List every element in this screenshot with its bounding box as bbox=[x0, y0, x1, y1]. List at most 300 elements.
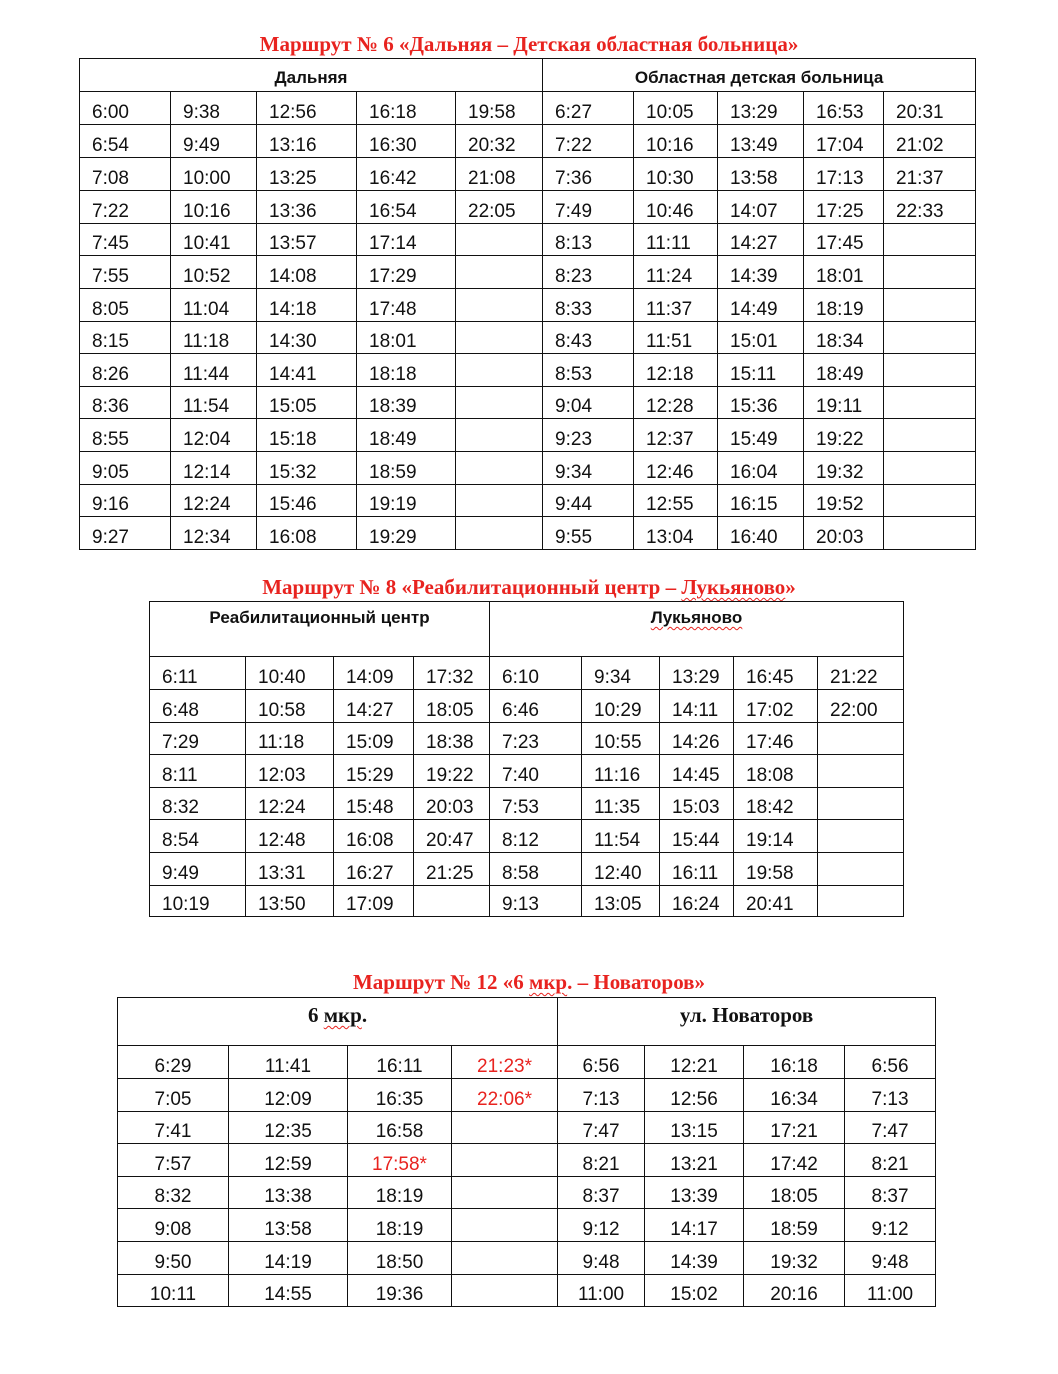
time-cell: 7:36 bbox=[543, 158, 634, 191]
time-cell: 9:49 bbox=[150, 853, 246, 886]
time-cell: 6:56 bbox=[845, 1046, 936, 1079]
time-cell: 9:48 bbox=[845, 1242, 936, 1275]
time-cell: 9:49 bbox=[171, 125, 257, 158]
time-cell: 7:08 bbox=[80, 158, 171, 191]
time-cell: 17:29 bbox=[357, 256, 456, 289]
time-cell: 10:41 bbox=[171, 224, 257, 256]
time-cell: 9:23 bbox=[543, 419, 634, 452]
time-cell: 13:31 bbox=[246, 853, 334, 886]
time-cell: 20:31 bbox=[884, 92, 976, 125]
table-row bbox=[118, 1209, 936, 1242]
route8-left-header: Реабилитационный центр bbox=[150, 602, 490, 657]
table-row bbox=[80, 158, 976, 191]
time-cell: 18:49 bbox=[804, 354, 884, 387]
time-cell: 19:19 bbox=[357, 485, 456, 517]
time-cell: 12:48 bbox=[246, 820, 334, 853]
time-cell: 9:27 bbox=[80, 517, 171, 550]
time-cell: 18:05 bbox=[744, 1177, 845, 1209]
time-cell: 16:08 bbox=[257, 517, 357, 550]
time-cell: 12:28 bbox=[634, 387, 718, 419]
time-cell: 15:46 bbox=[257, 485, 357, 517]
time-cell: 13:29 bbox=[718, 92, 804, 125]
time-cell: 10:19 bbox=[150, 886, 246, 917]
time-cell: 9:12 bbox=[845, 1209, 936, 1242]
time-cell: 9:05 bbox=[80, 452, 171, 485]
time-cell: 8:37 bbox=[845, 1177, 936, 1209]
route6-right-header: Областная детская больница bbox=[543, 59, 976, 92]
time-cell: 16:58 bbox=[348, 1112, 452, 1144]
time-cell: 14:09 bbox=[334, 657, 414, 690]
time-cell: 13:05 bbox=[582, 886, 660, 917]
time-cell: 11:18 bbox=[246, 723, 334, 755]
time-cell: 17:48 bbox=[357, 289, 456, 322]
time-cell bbox=[456, 322, 543, 354]
time-cell: 18:19 bbox=[804, 289, 884, 322]
table-row bbox=[118, 1177, 936, 1209]
time-cell: 13:25 bbox=[257, 158, 357, 191]
table-row bbox=[150, 886, 904, 917]
time-cell: 12:03 bbox=[246, 755, 334, 788]
time-cell bbox=[884, 452, 976, 485]
time-cell: 11:18 bbox=[171, 322, 257, 354]
time-cell: 17:45 bbox=[804, 224, 884, 256]
table-row bbox=[80, 224, 976, 256]
time-cell: 16:40 bbox=[718, 517, 804, 550]
time-cell: 18:39 bbox=[357, 387, 456, 419]
time-cell: 11:37 bbox=[634, 289, 718, 322]
table-row bbox=[80, 256, 976, 289]
time-cell: 12:46 bbox=[634, 452, 718, 485]
route6-table bbox=[79, 58, 976, 550]
time-cell: 13:21 bbox=[645, 1144, 744, 1177]
time-cell: 15:18 bbox=[257, 419, 357, 452]
table-row bbox=[80, 387, 976, 419]
time-cell: 18:34 bbox=[804, 322, 884, 354]
time-cell: 7:57 bbox=[118, 1144, 229, 1177]
time-cell: 16:15 bbox=[718, 485, 804, 517]
time-cell: 9:44 bbox=[543, 485, 634, 517]
table-row bbox=[118, 1112, 936, 1144]
time-cell: 13:57 bbox=[257, 224, 357, 256]
time-cell: 7:22 bbox=[543, 125, 634, 158]
time-cell: 21:02 bbox=[884, 125, 976, 158]
time-cell: 15:05 bbox=[257, 387, 357, 419]
time-cell: 19:22 bbox=[414, 755, 490, 788]
time-cell: 14:39 bbox=[718, 256, 804, 289]
time-cell: 13:58 bbox=[718, 158, 804, 191]
time-cell: 15:29 bbox=[334, 755, 414, 788]
time-cell: 11:24 bbox=[634, 256, 718, 289]
time-cell: 8:55 bbox=[80, 419, 171, 452]
time-cell: 18:05 bbox=[414, 690, 490, 723]
time-cell: 13:04 bbox=[634, 517, 718, 550]
time-cell: 14:30 bbox=[257, 322, 357, 354]
time-cell: 18:01 bbox=[357, 322, 456, 354]
time-cell bbox=[452, 1144, 558, 1177]
time-cell: 12:56 bbox=[645, 1079, 744, 1112]
time-cell: 18:01 bbox=[804, 256, 884, 289]
time-cell: 10:05 bbox=[634, 92, 718, 125]
time-cell: 14:27 bbox=[334, 690, 414, 723]
time-cell: 8:33 bbox=[543, 289, 634, 322]
table-row bbox=[80, 125, 976, 158]
time-cell: 16:30 bbox=[357, 125, 456, 158]
time-cell: 13:50 bbox=[246, 886, 334, 917]
time-cell: 8:32 bbox=[118, 1177, 229, 1209]
time-cell: 10:00 bbox=[171, 158, 257, 191]
time-cell: 15:48 bbox=[334, 788, 414, 820]
time-cell: 7:47 bbox=[558, 1112, 645, 1144]
time-cell: 21:23* bbox=[452, 1046, 558, 1079]
table-row bbox=[118, 1275, 936, 1307]
time-cell: 20:03 bbox=[804, 517, 884, 550]
time-cell: 8:58 bbox=[490, 853, 582, 886]
time-cell: 19:52 bbox=[804, 485, 884, 517]
time-cell: 14:41 bbox=[257, 354, 357, 387]
time-cell: 12:24 bbox=[246, 788, 334, 820]
time-cell: 19:22 bbox=[804, 419, 884, 452]
time-cell bbox=[452, 1209, 558, 1242]
time-cell: 12:59 bbox=[229, 1144, 348, 1177]
time-cell bbox=[818, 820, 904, 853]
time-cell: 18:59 bbox=[357, 452, 456, 485]
table-row bbox=[150, 820, 904, 853]
time-cell: 12:21 bbox=[645, 1046, 744, 1079]
time-cell: 15:09 bbox=[334, 723, 414, 755]
time-cell: 20:16 bbox=[744, 1275, 845, 1307]
time-cell: 8:37 bbox=[558, 1177, 645, 1209]
time-cell: 18:19 bbox=[348, 1209, 452, 1242]
time-cell: 15:44 bbox=[660, 820, 734, 853]
time-cell bbox=[452, 1177, 558, 1209]
time-cell: 20:41 bbox=[734, 886, 818, 917]
time-cell: 15:01 bbox=[718, 322, 804, 354]
time-cell: 11:54 bbox=[582, 820, 660, 853]
time-cell: 21:22 bbox=[818, 657, 904, 690]
time-cell: 12:34 bbox=[171, 517, 257, 550]
time-cell: 14:39 bbox=[645, 1242, 744, 1275]
time-cell: 12:37 bbox=[634, 419, 718, 452]
time-cell: 7:13 bbox=[845, 1079, 936, 1112]
time-cell: 18:38 bbox=[414, 723, 490, 755]
time-cell: 8:21 bbox=[558, 1144, 645, 1177]
time-cell: 14:08 bbox=[257, 256, 357, 289]
time-cell: 18:18 bbox=[357, 354, 456, 387]
table-row bbox=[150, 657, 904, 690]
time-cell: 13:58 bbox=[229, 1209, 348, 1242]
time-cell: 8:15 bbox=[80, 322, 171, 354]
time-cell: 9:04 bbox=[543, 387, 634, 419]
time-cell: 10:46 bbox=[634, 191, 718, 224]
route8-title: Маршрут № 8 «Реабилитационный центр – Лукьяново» bbox=[262, 575, 796, 599]
time-cell: 8:13 bbox=[543, 224, 634, 256]
time-cell: 17:58* bbox=[348, 1144, 452, 1177]
time-cell: 19:58 bbox=[734, 853, 818, 886]
time-cell: 11:51 bbox=[634, 322, 718, 354]
time-cell: 11:11 bbox=[634, 224, 718, 256]
table-row bbox=[118, 1079, 936, 1112]
time-cell: 17:04 bbox=[804, 125, 884, 158]
time-cell: 13:16 bbox=[257, 125, 357, 158]
route12-title: Маршрут № 12 «6 мкр. – Новаторов» bbox=[352, 970, 706, 994]
time-cell: 14:45 bbox=[660, 755, 734, 788]
time-cell: 7:05 bbox=[118, 1079, 229, 1112]
time-cell: 11:41 bbox=[229, 1046, 348, 1079]
time-cell bbox=[884, 387, 976, 419]
table-row bbox=[150, 853, 904, 886]
time-cell: 22:33 bbox=[884, 191, 976, 224]
time-cell: 19:58 bbox=[456, 92, 543, 125]
time-cell bbox=[452, 1112, 558, 1144]
time-cell bbox=[818, 723, 904, 755]
time-cell: 8:43 bbox=[543, 322, 634, 354]
time-cell: 11:16 bbox=[582, 755, 660, 788]
time-cell: 14:55 bbox=[229, 1275, 348, 1307]
time-cell: 17:42 bbox=[744, 1144, 845, 1177]
time-cell: 6:27 bbox=[543, 92, 634, 125]
route12-left-header: 6 мкр. bbox=[118, 998, 558, 1046]
time-cell: 6:11 bbox=[150, 657, 246, 690]
time-cell: 15:36 bbox=[718, 387, 804, 419]
time-cell: 14:18 bbox=[257, 289, 357, 322]
time-cell: 17:13 bbox=[804, 158, 884, 191]
time-cell: 14:27 bbox=[718, 224, 804, 256]
time-cell: 18:49 bbox=[357, 419, 456, 452]
table-row bbox=[150, 788, 904, 820]
time-cell: 10:11 bbox=[118, 1275, 229, 1307]
time-cell: 14:17 bbox=[645, 1209, 744, 1242]
time-cell: 14:11 bbox=[660, 690, 734, 723]
time-cell bbox=[884, 419, 976, 452]
time-cell: 14:07 bbox=[718, 191, 804, 224]
time-cell: 9:08 bbox=[118, 1209, 229, 1242]
time-cell: 20:47 bbox=[414, 820, 490, 853]
table-row bbox=[80, 191, 976, 224]
time-cell: 7:47 bbox=[845, 1112, 936, 1144]
time-cell: 14:49 bbox=[718, 289, 804, 322]
time-cell bbox=[456, 517, 543, 550]
time-cell: 7:53 bbox=[490, 788, 582, 820]
time-cell: 7:29 bbox=[150, 723, 246, 755]
time-cell: 8:12 bbox=[490, 820, 582, 853]
time-cell: 15:32 bbox=[257, 452, 357, 485]
time-cell: 16:34 bbox=[744, 1079, 845, 1112]
time-cell bbox=[456, 354, 543, 387]
time-cell bbox=[884, 485, 976, 517]
time-cell: 11:04 bbox=[171, 289, 257, 322]
route8-right-header: Лукьяново bbox=[490, 602, 904, 657]
time-cell bbox=[818, 886, 904, 917]
time-cell bbox=[456, 419, 543, 452]
time-cell: 6:48 bbox=[150, 690, 246, 723]
time-cell: 13:49 bbox=[718, 125, 804, 158]
time-cell: 16:53 bbox=[804, 92, 884, 125]
time-cell: 22:00 bbox=[818, 690, 904, 723]
time-cell: 7:49 bbox=[543, 191, 634, 224]
time-cell: 17:14 bbox=[357, 224, 456, 256]
time-cell: 17:02 bbox=[734, 690, 818, 723]
time-cell: 13:15 bbox=[645, 1112, 744, 1144]
time-cell: 7:13 bbox=[558, 1079, 645, 1112]
time-cell: 18:50 bbox=[348, 1242, 452, 1275]
time-cell: 7:22 bbox=[80, 191, 171, 224]
table-row bbox=[80, 322, 976, 354]
time-cell: 15:49 bbox=[718, 419, 804, 452]
time-cell: 16:11 bbox=[660, 853, 734, 886]
time-cell: 16:18 bbox=[357, 92, 456, 125]
time-cell: 15:02 bbox=[645, 1275, 744, 1307]
time-cell: 7:23 bbox=[490, 723, 582, 755]
time-cell: 20:32 bbox=[456, 125, 543, 158]
time-cell: 8:36 bbox=[80, 387, 171, 419]
table-row bbox=[118, 1046, 936, 1079]
time-cell: 18:59 bbox=[744, 1209, 845, 1242]
time-cell: 8:11 bbox=[150, 755, 246, 788]
time-cell: 22:06* bbox=[452, 1079, 558, 1112]
time-cell: 7:45 bbox=[80, 224, 171, 256]
time-cell: 12:40 bbox=[582, 853, 660, 886]
time-cell: 9:12 bbox=[558, 1209, 645, 1242]
route12-right-header: ул. Новаторов bbox=[558, 998, 936, 1046]
time-cell bbox=[456, 452, 543, 485]
time-cell bbox=[818, 853, 904, 886]
time-cell: 19:14 bbox=[734, 820, 818, 853]
time-cell bbox=[884, 354, 976, 387]
route8-table bbox=[149, 601, 904, 917]
time-cell: 11:54 bbox=[171, 387, 257, 419]
time-cell: 14:19 bbox=[229, 1242, 348, 1275]
route12-table bbox=[117, 997, 936, 1307]
time-cell: 10:29 bbox=[582, 690, 660, 723]
time-cell: 18:42 bbox=[734, 788, 818, 820]
time-cell bbox=[884, 256, 976, 289]
time-cell: 17:46 bbox=[734, 723, 818, 755]
time-cell: 12:14 bbox=[171, 452, 257, 485]
time-cell: 11:00 bbox=[558, 1275, 645, 1307]
time-cell: 12:55 bbox=[634, 485, 718, 517]
time-cell bbox=[884, 289, 976, 322]
time-cell: 9:13 bbox=[490, 886, 582, 917]
time-cell bbox=[456, 387, 543, 419]
time-cell: 17:21 bbox=[744, 1112, 845, 1144]
time-cell: 10:58 bbox=[246, 690, 334, 723]
time-cell: 16:35 bbox=[348, 1079, 452, 1112]
table-row bbox=[80, 419, 976, 452]
route6-left-header: Дальняя bbox=[80, 59, 543, 92]
table-row bbox=[80, 92, 976, 125]
time-cell: 8:32 bbox=[150, 788, 246, 820]
time-cell bbox=[884, 322, 976, 354]
time-cell: 16:18 bbox=[744, 1046, 845, 1079]
time-cell: 12:24 bbox=[171, 485, 257, 517]
time-cell: 19:11 bbox=[804, 387, 884, 419]
time-cell: 13:36 bbox=[257, 191, 357, 224]
time-cell: 17:09 bbox=[334, 886, 414, 917]
time-cell bbox=[456, 289, 543, 322]
time-cell: 12:04 bbox=[171, 419, 257, 452]
time-cell: 10:40 bbox=[246, 657, 334, 690]
time-cell: 14:26 bbox=[660, 723, 734, 755]
time-cell: 12:56 bbox=[257, 92, 357, 125]
time-cell: 13:29 bbox=[660, 657, 734, 690]
time-cell: 11:00 bbox=[845, 1275, 936, 1307]
time-cell bbox=[452, 1275, 558, 1307]
time-cell: 20:03 bbox=[414, 788, 490, 820]
table-row bbox=[118, 1242, 936, 1275]
time-cell: 11:35 bbox=[582, 788, 660, 820]
time-cell: 15:11 bbox=[718, 354, 804, 387]
time-cell: 16:27 bbox=[334, 853, 414, 886]
time-cell: 9:48 bbox=[558, 1242, 645, 1275]
time-cell bbox=[818, 755, 904, 788]
time-cell: 19:32 bbox=[804, 452, 884, 485]
time-cell bbox=[456, 485, 543, 517]
time-cell: 6:56 bbox=[558, 1046, 645, 1079]
time-cell: 10:52 bbox=[171, 256, 257, 289]
time-cell: 8:26 bbox=[80, 354, 171, 387]
time-cell bbox=[884, 224, 976, 256]
time-cell: 6:10 bbox=[490, 657, 582, 690]
time-cell: 16:11 bbox=[348, 1046, 452, 1079]
route6-title: Маршрут № 6 «Дальняя – Детская областная больница» bbox=[259, 32, 799, 56]
time-cell: 8:53 bbox=[543, 354, 634, 387]
time-cell bbox=[456, 256, 543, 289]
time-cell: 13:38 bbox=[229, 1177, 348, 1209]
time-cell: 7:41 bbox=[118, 1112, 229, 1144]
table-row bbox=[150, 690, 904, 723]
time-cell: 9:50 bbox=[118, 1242, 229, 1275]
time-cell bbox=[884, 517, 976, 550]
time-cell: 18:08 bbox=[734, 755, 818, 788]
table-row bbox=[80, 452, 976, 485]
time-cell: 8:54 bbox=[150, 820, 246, 853]
table-row bbox=[150, 723, 904, 755]
time-cell: 9:38 bbox=[171, 92, 257, 125]
time-cell: 9:55 bbox=[543, 517, 634, 550]
time-cell: 12:18 bbox=[634, 354, 718, 387]
time-cell: 12:09 bbox=[229, 1079, 348, 1112]
time-cell: 16:54 bbox=[357, 191, 456, 224]
time-cell bbox=[456, 224, 543, 256]
time-cell: 11:44 bbox=[171, 354, 257, 387]
time-cell: 17:32 bbox=[414, 657, 490, 690]
time-cell: 10:16 bbox=[171, 191, 257, 224]
time-cell: 8:21 bbox=[845, 1144, 936, 1177]
time-cell bbox=[818, 788, 904, 820]
time-cell: 21:25 bbox=[414, 853, 490, 886]
time-cell: 8:05 bbox=[80, 289, 171, 322]
time-cell: 7:55 bbox=[80, 256, 171, 289]
time-cell: 10:55 bbox=[582, 723, 660, 755]
time-cell: 22:05 bbox=[456, 191, 543, 224]
time-cell bbox=[414, 886, 490, 917]
time-cell: 9:16 bbox=[80, 485, 171, 517]
time-cell: 16:08 bbox=[334, 820, 414, 853]
table-row bbox=[80, 485, 976, 517]
table-row bbox=[80, 354, 976, 387]
time-cell: 6:00 bbox=[80, 92, 171, 125]
time-cell: 18:19 bbox=[348, 1177, 452, 1209]
time-cell: 16:45 bbox=[734, 657, 818, 690]
time-cell: 19:29 bbox=[357, 517, 456, 550]
time-cell: 16:24 bbox=[660, 886, 734, 917]
time-cell: 9:34 bbox=[582, 657, 660, 690]
time-cell: 13:39 bbox=[645, 1177, 744, 1209]
time-cell: 8:23 bbox=[543, 256, 634, 289]
time-cell bbox=[452, 1242, 558, 1275]
table-row bbox=[80, 517, 976, 550]
time-cell: 10:30 bbox=[634, 158, 718, 191]
